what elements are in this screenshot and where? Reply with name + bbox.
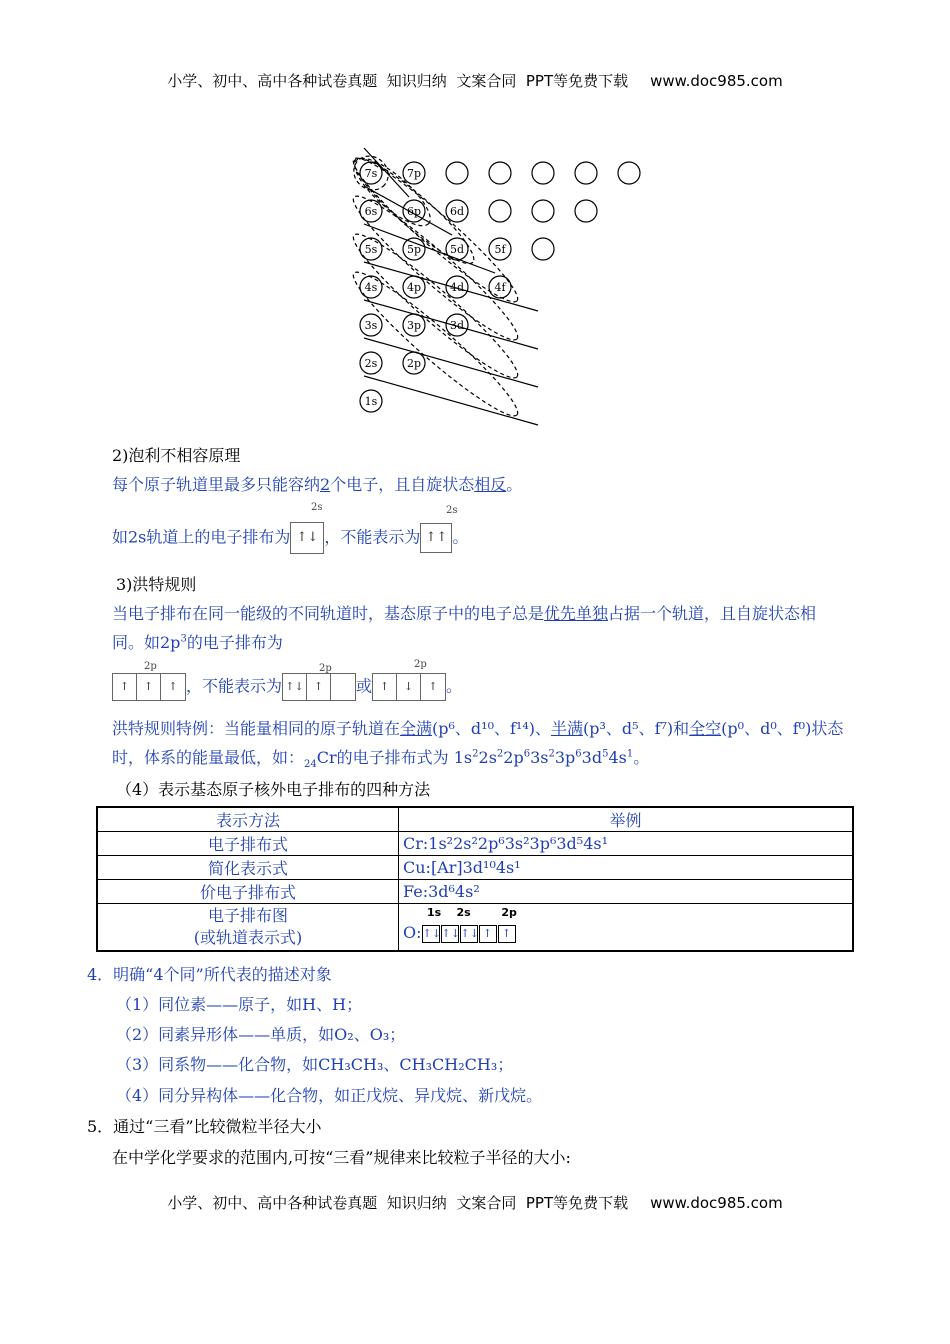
orbital-label: 6s bbox=[364, 205, 378, 218]
orbital-empty bbox=[532, 162, 554, 184]
orbital-label: 7s bbox=[364, 167, 378, 180]
item4-l4: （4）同分异构体——化合物，如正戊烷、异戊烷、新戊烷。 bbox=[116, 1086, 543, 1105]
hund-special-l1: 洪特规则特例：当能量相同的原子轨道在全满(p⁶、d¹⁰、f¹⁴)、半满(p³、d⁵、f⁷)和全空(p⁰、d⁰、f⁰)状态 bbox=[112, 719, 844, 738]
item4-title: 4．明确“4个同”所代表的描述对象 bbox=[87, 965, 332, 984]
orbital-box-wrong: ↑↑ bbox=[420, 523, 452, 553]
orbital-empty bbox=[618, 162, 640, 184]
orbital-empty bbox=[532, 200, 554, 222]
orbital-label-2p-c: 2p bbox=[414, 659, 427, 670]
orbital-box-hund-wrong2: ↑ ↓ ↑ bbox=[372, 673, 446, 701]
orbital-label: 5f bbox=[494, 243, 506, 256]
orbital-empty bbox=[489, 200, 511, 222]
orbital-empty bbox=[489, 162, 511, 184]
hund-example: ↑ ↑ ↑ ，不能表示为 ↑↓ ↑ 或 ↑ ↓ ↑ 。 bbox=[112, 673, 462, 701]
footer-site[interactable]: www.doc985.com bbox=[650, 1194, 783, 1212]
item5-title: 5．通过“三看”比较微粒半径大小 bbox=[87, 1117, 322, 1136]
footer-text: 小学、初中、高中各种试卷真题 知识归纳 文案合同 PPT等免费下载 bbox=[167, 1194, 629, 1212]
pauli-rule: 每个原子轨道里最多只能容纳2个电子，且自旋状态相反。 bbox=[112, 475, 523, 494]
orbital-label: 7p bbox=[406, 167, 422, 180]
orbital-label: 6p bbox=[406, 205, 422, 218]
orbital-label: 6d bbox=[449, 205, 465, 218]
page-footer bbox=[0, 1192, 950, 1213]
table-row: 简化表示式 Cu:[Ar]3d¹⁰4s¹ bbox=[97, 856, 853, 880]
hund-special-l2: 时，体系的能量最低，如：$_{24}$Cr的电子排布式为 $1s^22s^22p^63s^23p^63d^54s^1$。 bbox=[112, 748, 650, 771]
orbital-label: 3d bbox=[449, 319, 465, 332]
orbital-box-hund-wrong1: ↑↓ ↑ bbox=[282, 673, 356, 701]
orbital-label-2p-a: 2p bbox=[144, 661, 157, 672]
item4-l1: （1）同位素——原子，如H、H； bbox=[116, 995, 363, 1014]
diagonal-arrow bbox=[364, 224, 495, 273]
header-site[interactable]: www.doc985.com bbox=[650, 72, 783, 90]
orbital-empty bbox=[446, 162, 468, 184]
orbital-box-hund-correct: ↑ ↑ ↑ bbox=[112, 673, 186, 701]
orbital-box-correct: ↑↓ bbox=[290, 522, 324, 554]
orbital-label: 5d bbox=[449, 243, 465, 256]
pauli-example: 如2s轨道上的电子排布为 ↑↓ ，不能表示为 ↑↑ 。 bbox=[112, 522, 468, 554]
orbital-label: 2p bbox=[406, 357, 422, 370]
item5-l1: 在中学化学要求的范围内,可按“三看”规律来比较粒子半径的大小: bbox=[112, 1148, 571, 1167]
orbital-label: 4d bbox=[449, 281, 465, 294]
orbital-label: 4s bbox=[364, 281, 378, 294]
electron-config-table bbox=[96, 806, 854, 952]
pauli-title: 2)泡利不相容原理 bbox=[112, 446, 241, 465]
orbital-label-2p-b: 2p bbox=[319, 663, 332, 674]
item4-l2: （2）同素异形体——单质，如O₂、O₃； bbox=[116, 1025, 406, 1044]
orbital-label: 1s bbox=[364, 395, 378, 408]
orbital-label: 3s bbox=[364, 319, 378, 332]
item4-l3: （3）同系物——化合物，如CH₃CH₃、CH₃CH₂CH₃； bbox=[116, 1055, 514, 1074]
orbital-empty bbox=[532, 238, 554, 260]
orbital-label: 5s bbox=[364, 243, 378, 256]
hund-rule-l2: 同。如$2p^3$的电子排布为 bbox=[112, 633, 283, 652]
table-row: 电子排布图 (或轨道表示式) 1s 2s 2p O:↑↓↑↓↑↓ ↑ ↑ bbox=[97, 904, 853, 952]
hund-rule-l1: 当电子排布在同一能级的不同轨道时，基态原子中的电子总是优先单独占据一个轨道，且自旋状态相 bbox=[112, 604, 817, 623]
orbital-label: 4f bbox=[494, 281, 506, 294]
orbital-label: 3p bbox=[406, 319, 422, 332]
table-row: 电子排布式 Cr:1s²2s²2p⁶3s²3p⁶3d⁵4s¹ bbox=[97, 832, 853, 856]
orbital-empty bbox=[575, 162, 597, 184]
table-row: 价电子排布式 Fe:3d⁶4s² bbox=[97, 880, 853, 904]
orbital-label: 5p bbox=[406, 243, 422, 256]
orbital-label: 2s bbox=[364, 357, 378, 370]
diagonal-dashed-ellipse bbox=[346, 148, 439, 235]
orbital-label-2s-wrong: 2s bbox=[446, 505, 458, 516]
aufbau-diagram bbox=[330, 140, 650, 430]
orbital-empty bbox=[575, 200, 597, 222]
orbital-label-2s-right: 2s bbox=[311, 502, 323, 513]
page-header bbox=[0, 70, 950, 91]
orbital-label: 4p bbox=[406, 281, 422, 294]
header-text: 小学、初中、高中各种试卷真题 知识归纳 文案合同 PPT等免费下载 bbox=[167, 72, 629, 90]
hund-title: 3)洪特规则 bbox=[116, 575, 197, 594]
table-header-row: 表示方法 举例 bbox=[97, 807, 853, 832]
oxygen-orbital-diagram: ↑↓↑↓↑↓ ↑ ↑ bbox=[422, 924, 517, 944]
section4-title: （4）表示基态原子核外电子排布的四种方法 bbox=[116, 780, 431, 799]
